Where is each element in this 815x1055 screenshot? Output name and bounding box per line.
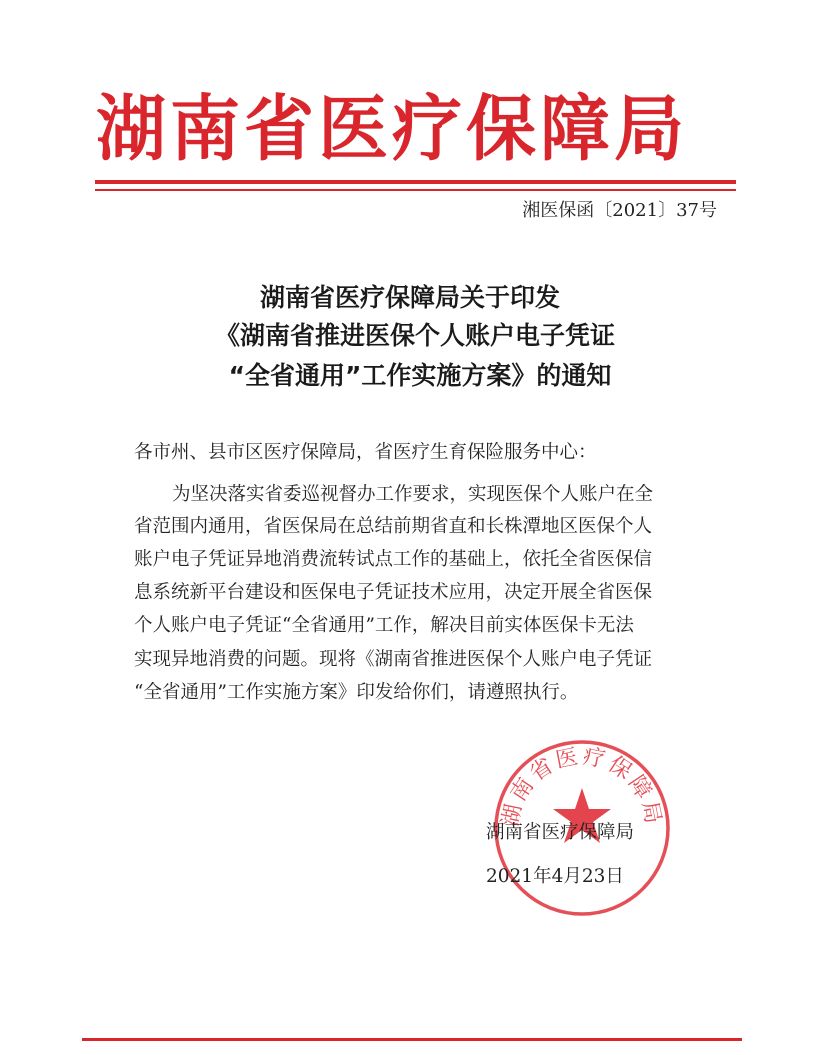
letterhead-rule-thick — [95, 180, 736, 184]
title-line-3: “全省通用”工作实施方案》的通知 — [228, 361, 612, 390]
svg-text:湖南省医疗保障局: 湖南省医疗保障局 — [498, 744, 666, 829]
document-number: 湘医保函〔2021〕37号 — [522, 200, 717, 221]
body-line: 个人账户电子凭证“全省通用”工作，解决目前实体医保卡无法 — [134, 615, 634, 636]
signer-name: 湖南省医疗保障局 — [486, 822, 635, 843]
body-line: 账户电子凭证异地消费流转试点工作的基础上，依托全省医保信 — [134, 549, 653, 570]
letterhead-org-name: 湖南省医疗保障局 — [96, 87, 688, 171]
body-line: 为坚决落实省委巡视督办工作要求，实现医保个人账户在全 — [172, 484, 654, 505]
body-line: 省范围内通用，省医保局在总结前期省直和长株潭地区医保个人 — [134, 516, 653, 537]
signing-date: 2021年4月23日 — [486, 866, 624, 887]
letterhead-rule-thin — [95, 189, 736, 191]
body-line: “全省通用”工作实施方案》印发给你们，请遵照执行。 — [134, 682, 579, 703]
title-line-1: 湖南省医疗保障局关于印发 — [259, 283, 560, 312]
salutation: 各市州、县市区医疗保障局，省医疗生育保险服务中心： — [134, 442, 597, 463]
body-line: 实现异地消费的问题。现将《湖南省推进医保个人账户电子凭证 — [134, 649, 653, 670]
body-line: 息系统新平台建设和医保电子凭证技术应用，决定开展全省医保 — [134, 582, 653, 603]
footer-rule — [82, 1038, 742, 1041]
title-line-2: 《湖南省推进医保个人账户电子凭证 — [214, 321, 615, 350]
